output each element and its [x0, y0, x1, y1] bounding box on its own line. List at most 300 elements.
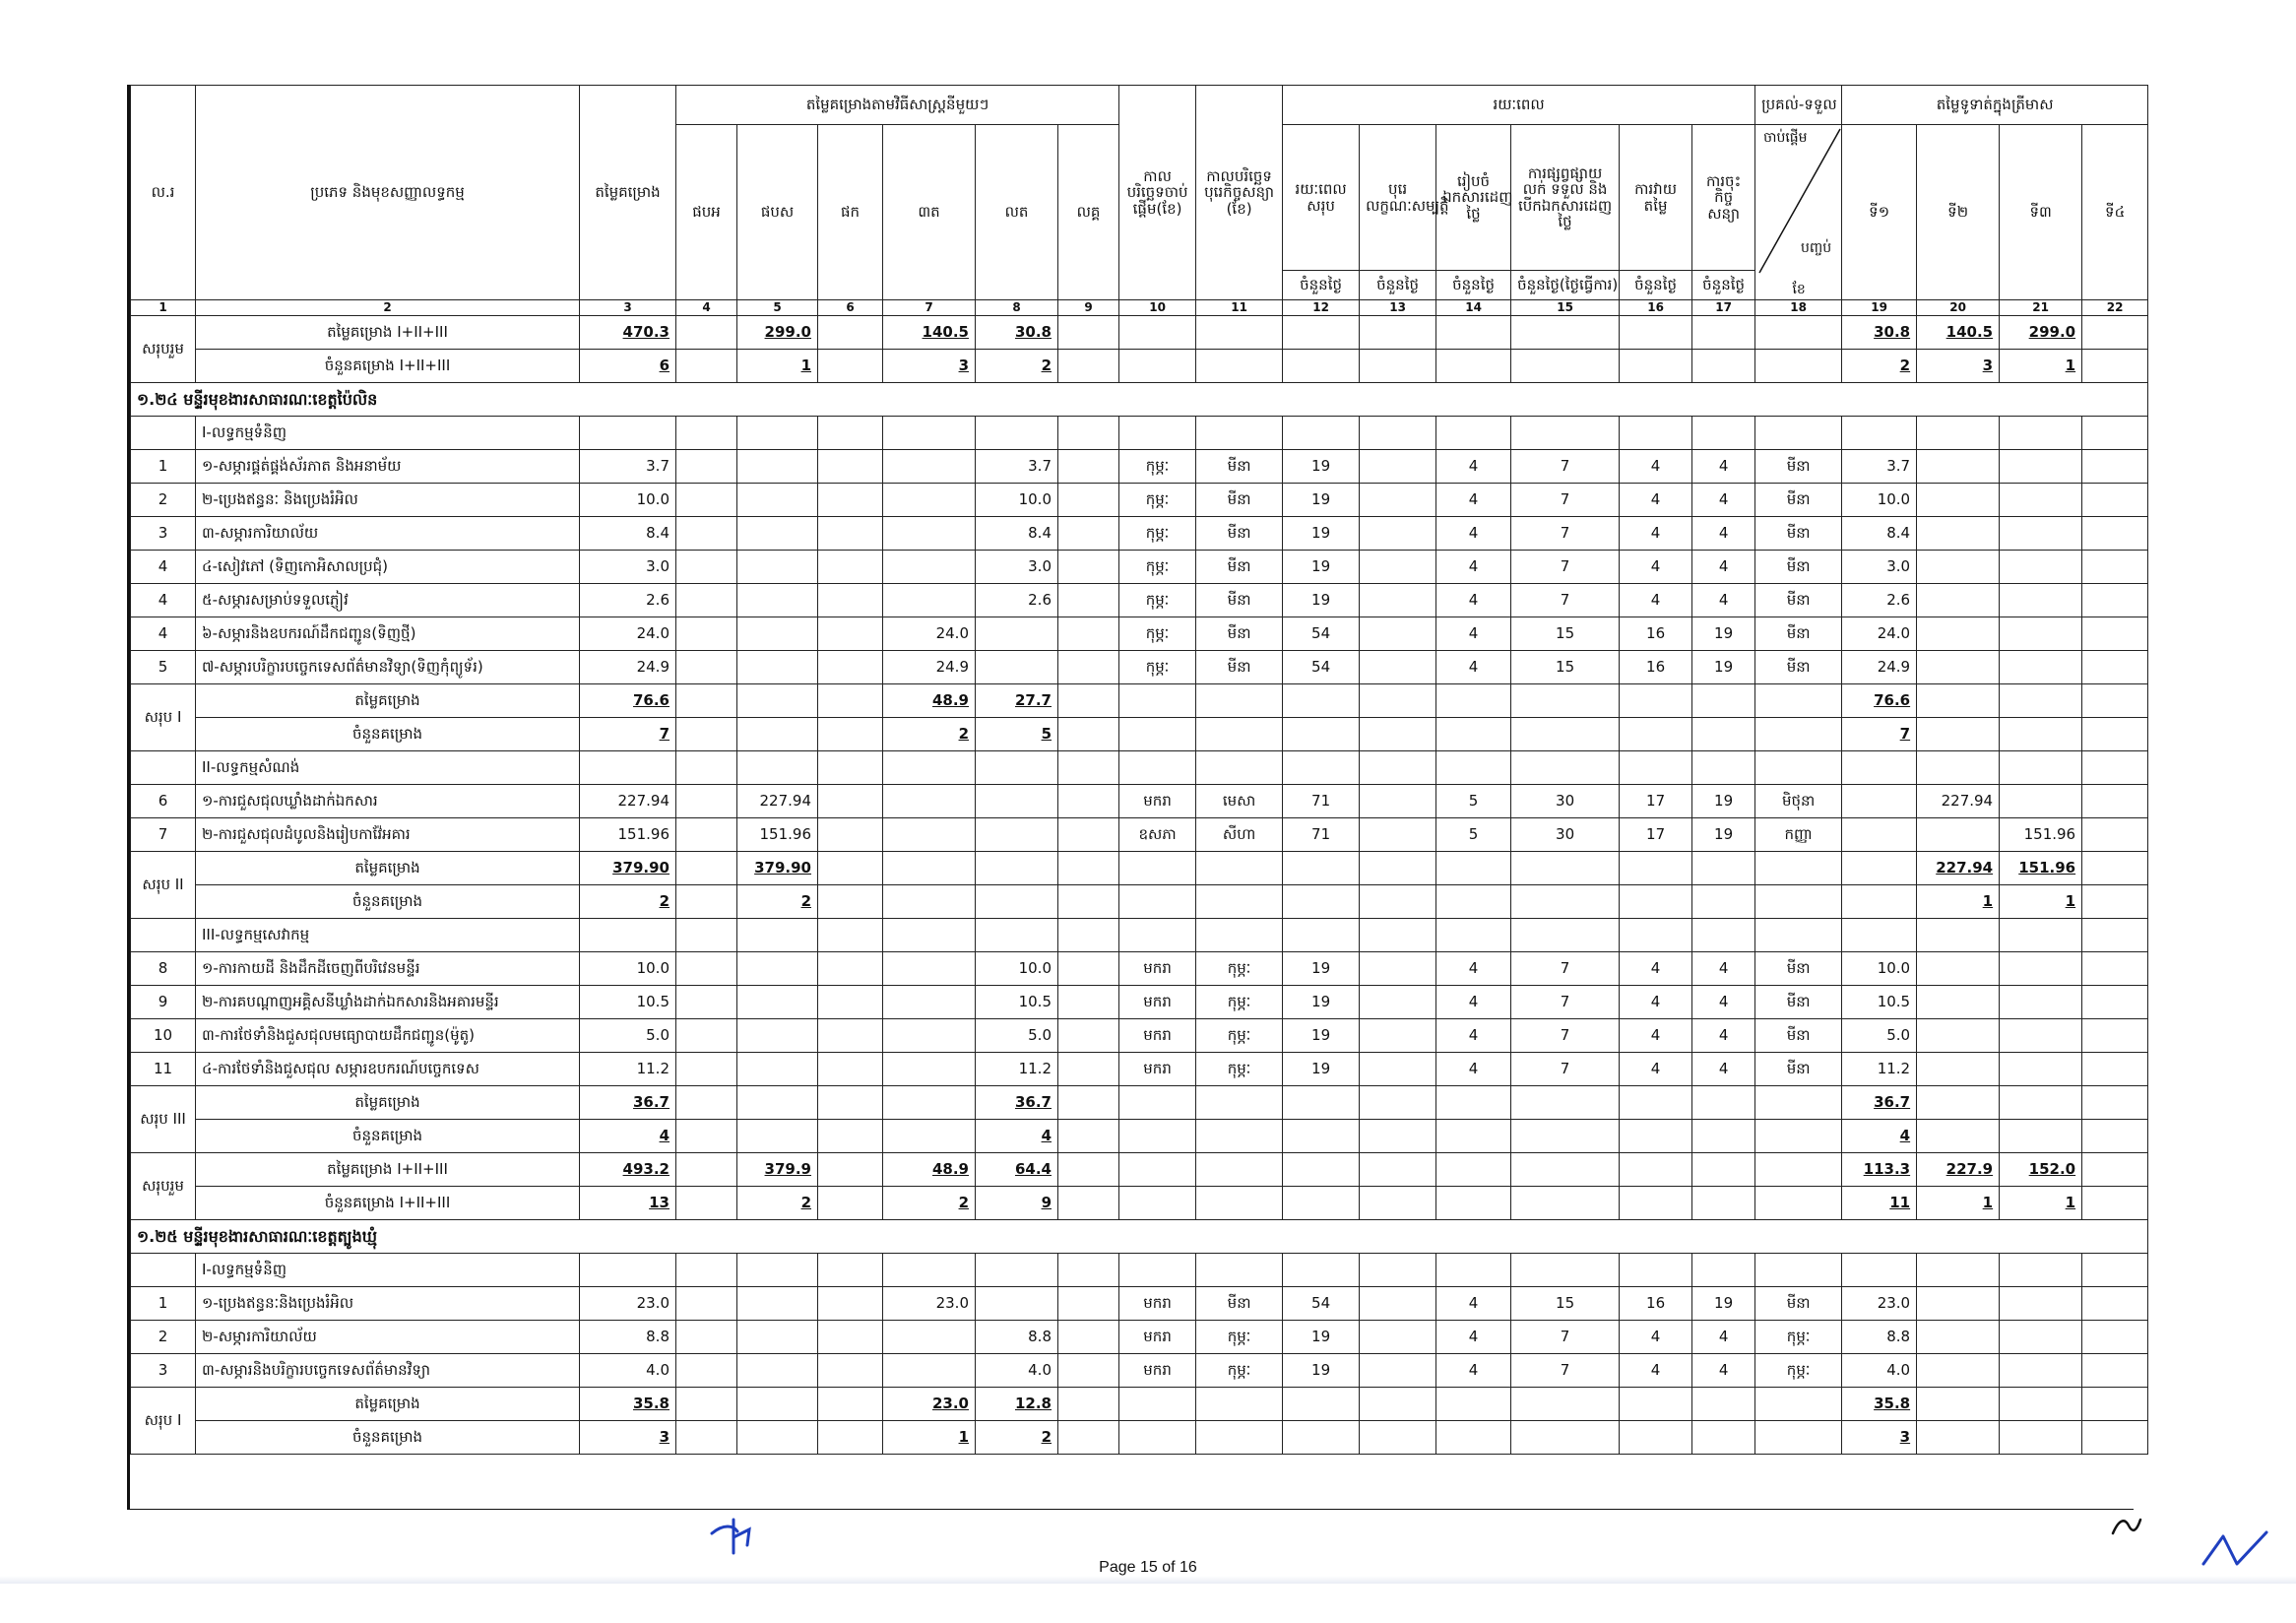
value-d2 — [1360, 785, 1436, 818]
group-title: I-លទ្ធកម្មទំនិញ — [196, 1254, 580, 1287]
subtotal-count-cell — [1620, 1421, 1692, 1455]
value-d6: 4 — [1692, 450, 1755, 484]
subtotal-count-cell: 3 — [1917, 350, 2000, 383]
group-title-row — [131, 751, 2148, 785]
empty-cell — [1360, 919, 1436, 952]
subtotal-count-cell — [1119, 1421, 1196, 1455]
value-d5: 4 — [1620, 450, 1692, 484]
empty-cell — [676, 417, 737, 450]
subtotal-count-cell: 4 — [1842, 1120, 1917, 1153]
value-end: មីនា — [1196, 551, 1283, 584]
value-d3: 4 — [1436, 584, 1511, 617]
value-d4: 30 — [1511, 785, 1620, 818]
value-d6: 4 — [1692, 484, 1755, 517]
empty-cell — [1755, 1254, 1842, 1287]
subtotal-m3 — [818, 1388, 883, 1421]
header-duration: បុរេលក្ខណៈសម្បត្តិ — [1360, 125, 1436, 271]
subtotal-count-cell — [818, 1421, 883, 1455]
subtotal-count-cell — [1360, 1421, 1436, 1455]
subtotal-start — [1119, 852, 1196, 885]
empty-cell — [818, 751, 883, 785]
empty-cell — [1917, 1254, 2000, 1287]
value-d1: 19 — [1283, 517, 1360, 551]
value-d4: 7 — [1511, 484, 1620, 517]
value-q1: 5.0 — [1842, 1019, 1917, 1053]
empty-cell — [2000, 417, 2082, 450]
subtotal-cost-row — [131, 684, 2148, 718]
subtotal-count-cell — [1436, 350, 1511, 383]
empty-cell — [1119, 751, 1196, 785]
subtotal-d6 — [1692, 1153, 1755, 1187]
empty-cell — [1360, 417, 1436, 450]
value-q3 — [2000, 617, 2082, 651]
subtotal-count-cell: 4 — [976, 1120, 1058, 1153]
value-m5 — [976, 818, 1058, 852]
value-d2 — [1360, 517, 1436, 551]
value-q3 — [2000, 651, 2082, 684]
row-number: 10 — [131, 1019, 196, 1053]
value-hand: កុម្ភៈ — [1755, 1354, 1842, 1388]
value-m4 — [883, 1321, 976, 1354]
value-q4 — [2082, 818, 2148, 852]
value-m1 — [676, 986, 737, 1019]
header-quarter: ទី១ — [1842, 125, 1917, 300]
empty-cell — [1842, 919, 1917, 952]
empty-cell — [1058, 919, 1119, 952]
empty-cell — [1360, 751, 1436, 785]
subtotal-count-cell — [1692, 350, 1755, 383]
subtotal-count-cell — [818, 1120, 883, 1153]
subtotal-d6 — [1692, 852, 1755, 885]
subtotal-count-cell — [1360, 1120, 1436, 1153]
subtotal-count-cell: 2 — [976, 1421, 1058, 1455]
subtotal-start — [1119, 316, 1196, 350]
value-hand: កុម្ភៈ — [1755, 1321, 1842, 1354]
value-d5: 16 — [1620, 1287, 1692, 1321]
subtotal-end — [1196, 1388, 1283, 1421]
subtotal-count-cell: 2 — [883, 718, 976, 751]
value-m2: 227.94 — [737, 785, 818, 818]
subtotal-count-cell: 13 — [580, 1187, 676, 1220]
empty-cell — [1620, 919, 1692, 952]
subtotal-d1 — [1283, 852, 1360, 885]
row-number: 5 — [131, 651, 196, 684]
subtotal-count-cell: 2 — [580, 885, 676, 919]
subtotal-q1 — [1842, 852, 1917, 885]
item-name: ៤-សៀវភៅ (ទិញកោអិសាលប្រជុំ) — [196, 551, 580, 584]
subtotal-d2 — [1360, 316, 1436, 350]
empty-cell — [1620, 751, 1692, 785]
value-hand: មីនា — [1755, 1287, 1842, 1321]
subtotal-count-cell — [1196, 885, 1283, 919]
value-d6: 4 — [1692, 1354, 1755, 1388]
value-end: កុម្ភៈ — [1196, 1354, 1283, 1388]
value-d6: 19 — [1692, 818, 1755, 852]
header-cost: តម្លៃគម្រោង — [580, 86, 676, 300]
value-m2 — [737, 1019, 818, 1053]
value-q2 — [1917, 952, 2000, 986]
subtotal-count-cell — [1360, 718, 1436, 751]
subtotal-d4 — [1511, 316, 1620, 350]
value-cost: 3.0 — [580, 551, 676, 584]
subtotal-count-cell — [1436, 1120, 1511, 1153]
column-number: 2 — [196, 300, 580, 316]
subtotal-count-label: ចំនួនគម្រោង I+II+III — [196, 350, 580, 383]
subtotal-m5: 36.7 — [976, 1086, 1058, 1120]
value-d1: 54 — [1283, 617, 1360, 651]
value-m3 — [818, 651, 883, 684]
item-name: ២-ការជួសជុលដំបូលនិងរៀបកាវ៉ែអគារ — [196, 818, 580, 852]
subtotal-label: សរុប III — [131, 1086, 196, 1153]
empty-cell — [676, 919, 737, 952]
header-handover-end: បញ្ចប់ — [1801, 240, 1832, 256]
value-q3 — [2000, 1321, 2082, 1354]
row-number: 3 — [131, 1354, 196, 1388]
subtotal-count-cell — [1620, 1120, 1692, 1153]
table-row — [131, 450, 2148, 484]
subtotal-count-row — [131, 350, 2148, 383]
subtotal-d5 — [1620, 852, 1692, 885]
subtotal-d4 — [1511, 684, 1620, 718]
value-m2: 151.96 — [737, 818, 818, 852]
subtotal-count-cell — [2000, 718, 2082, 751]
value-m3 — [818, 617, 883, 651]
value-q4 — [2082, 1321, 2148, 1354]
empty-cell — [1620, 1254, 1692, 1287]
table-row — [131, 986, 2148, 1019]
subtotal-count-cell: 2 — [737, 1187, 818, 1220]
table-row — [131, 1354, 2148, 1388]
value-m4 — [883, 450, 976, 484]
subtotal-m4 — [883, 1086, 976, 1120]
subtotal-hand — [1755, 684, 1842, 718]
subtotal-m3 — [818, 1086, 883, 1120]
empty-cell — [1755, 751, 1842, 785]
value-m6 — [1058, 952, 1119, 986]
table-body — [131, 316, 2148, 1455]
value-d1: 19 — [1283, 986, 1360, 1019]
header-duration-unit: ចំនួនថ្ងៃ — [1436, 271, 1511, 300]
value-end: មីនា — [1196, 450, 1283, 484]
value-m3 — [818, 517, 883, 551]
row-number: 2 — [131, 1321, 196, 1354]
value-d6: 4 — [1692, 1321, 1755, 1354]
header-start-month: កាលបរិច្ឆេទចាប់ផ្តើម(ខែ) — [1119, 86, 1196, 300]
value-m4: 23.0 — [883, 1287, 976, 1321]
subtotal-d5 — [1620, 1086, 1692, 1120]
value-m6 — [1058, 1019, 1119, 1053]
table-row — [131, 818, 2148, 852]
value-d1: 19 — [1283, 1053, 1360, 1086]
item-name: ១-ប្រេងឥន្ធនៈនិងប្រេងរំអិល — [196, 1287, 580, 1321]
value-hand: កញ្ញា — [1755, 818, 1842, 852]
value-q1 — [1842, 818, 1917, 852]
value-q4 — [2082, 651, 2148, 684]
subtotal-count-cell — [1196, 1120, 1283, 1153]
value-q3 — [2000, 1053, 2082, 1086]
value-d1: 54 — [1283, 1287, 1360, 1321]
row-number: 4 — [131, 584, 196, 617]
subtotal-count-cell — [1283, 1421, 1360, 1455]
empty-cell — [1119, 1254, 1196, 1287]
subtotal-count-cell — [1755, 350, 1842, 383]
subtotal-count-label: ចំនួនគម្រោង — [196, 718, 580, 751]
value-m4 — [883, 1354, 976, 1388]
value-m1 — [676, 1287, 737, 1321]
subtotal-cost-row — [131, 1086, 2148, 1120]
value-start: មករា — [1119, 1287, 1196, 1321]
subtotal-count-cell: 2 — [976, 350, 1058, 383]
group-title: I-លទ្ធកម្មទំនិញ — [196, 417, 580, 450]
subtotal-m5: 64.4 — [976, 1153, 1058, 1187]
header-duration-unit: ចំនួនថ្ងៃ — [1283, 271, 1360, 300]
row-number: 3 — [131, 517, 196, 551]
subtotal-m5: 27.7 — [976, 684, 1058, 718]
value-d2 — [1360, 651, 1436, 684]
value-q1: 8.8 — [1842, 1321, 1917, 1354]
value-m5: 11.2 — [976, 1053, 1058, 1086]
subtotal-count-cell: 5 — [976, 718, 1058, 751]
empty-cell — [1119, 919, 1196, 952]
subtotal-q3: 299.0 — [2000, 316, 2082, 350]
value-start: មករា — [1119, 1019, 1196, 1053]
value-q4 — [2082, 1287, 2148, 1321]
subtotal-q2: 140.5 — [1917, 316, 2000, 350]
subtotal-m1 — [676, 684, 737, 718]
handwritten-initial-mark-icon — [704, 1512, 773, 1561]
item-name: ១-សម្ភារផ្គត់ផ្គង់ស័រភាត និងអនាម័យ — [196, 450, 580, 484]
subtotal-count-cell — [1196, 350, 1283, 383]
section-title: ១.២៥ មន្ទីរមុខងារសាធារណៈខេត្តត្បូងឃ្មុំ — [131, 1220, 2148, 1254]
subtotal-count-cell: 1 — [2000, 1187, 2082, 1220]
value-m3 — [818, 551, 883, 584]
subtotal-d6 — [1692, 1086, 1755, 1120]
subtotal-count-row — [131, 1421, 2148, 1455]
subtotal-q3 — [2000, 1086, 2082, 1120]
subtotal-q2: 227.9 — [1917, 1153, 2000, 1187]
value-m6 — [1058, 617, 1119, 651]
value-q1: 24.0 — [1842, 617, 1917, 651]
value-q1: 3.7 — [1842, 450, 1917, 484]
value-q3 — [2000, 484, 2082, 517]
header-duration: ការចុះកិច្ចសន្យា — [1692, 125, 1755, 271]
subtotal-m1 — [676, 852, 737, 885]
empty-cell — [1283, 417, 1360, 450]
value-d4: 7 — [1511, 584, 1620, 617]
subtotal-hand — [1755, 1153, 1842, 1187]
subtotal-q3: 152.0 — [2000, 1153, 2082, 1187]
value-start: កុម្ភៈ — [1119, 450, 1196, 484]
value-d3: 4 — [1436, 551, 1511, 584]
value-d2 — [1360, 484, 1436, 517]
value-m3 — [818, 952, 883, 986]
empty-cell — [580, 417, 676, 450]
value-cost: 151.96 — [580, 818, 676, 852]
value-end: មីនា — [1196, 1287, 1283, 1321]
row-number: 4 — [131, 551, 196, 584]
subtotal-m5: 12.8 — [976, 1388, 1058, 1421]
subtotal-count-cell — [1692, 885, 1755, 919]
value-start: មករា — [1119, 986, 1196, 1019]
value-hand: មីនា — [1755, 1053, 1842, 1086]
scan-guide-line — [0, 1576, 2296, 1584]
subtotal-count-cell: 2 — [737, 885, 818, 919]
empty-cell — [1283, 1254, 1360, 1287]
header-duration: រយៈពេលសរុប — [1283, 125, 1360, 271]
subtotal-count-cell — [1511, 1187, 1620, 1220]
value-d5: 16 — [1620, 617, 1692, 651]
value-m5 — [976, 785, 1058, 818]
subtotal-count-cell — [1119, 350, 1196, 383]
value-q3 — [2000, 584, 2082, 617]
value-d2 — [1360, 450, 1436, 484]
value-m2 — [737, 617, 818, 651]
value-m6 — [1058, 584, 1119, 617]
subtotal-count-cell — [737, 1421, 818, 1455]
column-number: 13 — [1360, 300, 1436, 316]
subtotal-m6 — [1058, 1086, 1119, 1120]
value-cost: 8.4 — [580, 517, 676, 551]
empty-cell — [1917, 417, 2000, 450]
subtotal-end — [1196, 852, 1283, 885]
value-end: កុម្ភៈ — [1196, 1019, 1283, 1053]
value-d4: 7 — [1511, 450, 1620, 484]
value-q1: 2.6 — [1842, 584, 1917, 617]
value-m5 — [976, 651, 1058, 684]
value-d1: 19 — [1283, 484, 1360, 517]
value-d1: 71 — [1283, 785, 1360, 818]
value-q3: 151.96 — [2000, 818, 2082, 852]
subtotal-count-row — [131, 885, 2148, 919]
value-q1: 11.2 — [1842, 1053, 1917, 1086]
subtotal-d2 — [1360, 1086, 1436, 1120]
subtotal-count-cell: 1 — [2000, 885, 2082, 919]
value-start: កុម្ភៈ — [1119, 651, 1196, 684]
subtotal-count-cell — [2082, 1421, 2148, 1455]
value-start: មករា — [1119, 1053, 1196, 1086]
subtotal-cost-label: តម្លៃគម្រោង — [196, 684, 580, 718]
item-name: ១-ការជួសជុលឃ្លាំងដាក់ឯកសារ — [196, 785, 580, 818]
value-hand: មីនា — [1755, 651, 1842, 684]
group-title-row — [131, 919, 2148, 952]
subtotal-m3 — [818, 1153, 883, 1187]
subtotal-d2 — [1360, 1388, 1436, 1421]
value-m6 — [1058, 651, 1119, 684]
subtotal-count-cell — [1058, 718, 1119, 751]
value-cost: 24.9 — [580, 651, 676, 684]
header-handover-diagonal — [1755, 125, 1842, 300]
value-cost: 11.2 — [580, 1053, 676, 1086]
value-m1 — [676, 1019, 737, 1053]
empty-cell — [1058, 751, 1119, 785]
value-cost: 24.0 — [580, 617, 676, 651]
subtotal-count-cell — [1842, 885, 1917, 919]
subtotal-q3: 151.96 — [2000, 852, 2082, 885]
row-number: 6 — [131, 785, 196, 818]
value-d3: 4 — [1436, 450, 1511, 484]
value-m3 — [818, 1321, 883, 1354]
value-cost: 23.0 — [580, 1287, 676, 1321]
subtotal-count-cell — [883, 885, 976, 919]
value-m5: 2.6 — [976, 584, 1058, 617]
section-title-row — [131, 383, 2148, 417]
subtotal-count-cell — [1917, 1421, 2000, 1455]
value-d4: 15 — [1511, 651, 1620, 684]
subtotal-q4 — [2082, 316, 2148, 350]
empty-cell — [976, 417, 1058, 450]
subtotal-count-cell — [1755, 718, 1842, 751]
subtotal-count-cell — [1058, 350, 1119, 383]
value-cost: 10.5 — [580, 986, 676, 1019]
table-row — [131, 1053, 2148, 1086]
handwritten-signature-mark-icon — [2198, 1525, 2276, 1574]
value-d6: 4 — [1692, 986, 1755, 1019]
column-number: 17 — [1692, 300, 1755, 316]
value-d3: 5 — [1436, 818, 1511, 852]
value-d4: 15 — [1511, 1287, 1620, 1321]
subtotal-m6 — [1058, 684, 1119, 718]
subtotal-count-cell — [1058, 885, 1119, 919]
subtotal-count-cell — [1755, 885, 1842, 919]
value-m5 — [976, 617, 1058, 651]
subtotal-q1: 30.8 — [1842, 316, 1917, 350]
item-name: ៦-សម្ភារនិងឧបករណ៍ដឹកជញ្ជូន(ទិញថ្មី) — [196, 617, 580, 651]
value-d3: 4 — [1436, 986, 1511, 1019]
value-d2 — [1360, 1287, 1436, 1321]
column-number: 21 — [2000, 300, 2082, 316]
subtotal-count-cell — [1196, 1421, 1283, 1455]
subtotal-count-cell — [976, 885, 1058, 919]
subtotal-cost: 76.6 — [580, 684, 676, 718]
subtotal-label: សរុប I — [131, 1388, 196, 1455]
value-m5: 10.0 — [976, 952, 1058, 986]
empty-cell — [2000, 751, 2082, 785]
value-q3 — [2000, 952, 2082, 986]
empty-cell — [1692, 417, 1755, 450]
empty-cell — [1436, 919, 1511, 952]
value-m2 — [737, 450, 818, 484]
subtotal-d4 — [1511, 852, 1620, 885]
value-hand: មីនា — [1755, 617, 1842, 651]
table-row — [131, 1287, 2148, 1321]
subtotal-q2 — [1917, 684, 2000, 718]
subtotal-count-cell — [676, 1187, 737, 1220]
value-m1 — [676, 1053, 737, 1086]
empty-cell — [1196, 751, 1283, 785]
subtotal-cost: 470.3 — [580, 316, 676, 350]
subtotal-m6 — [1058, 852, 1119, 885]
empty-cell — [737, 919, 818, 952]
value-m5: 3.7 — [976, 450, 1058, 484]
header-quarter: ទី៤ — [2082, 125, 2148, 300]
subtotal-cost-row — [131, 316, 2148, 350]
subtotal-d2 — [1360, 1153, 1436, 1187]
row-number: 9 — [131, 986, 196, 1019]
value-d5: 4 — [1620, 517, 1692, 551]
header-duration-unit: ចំនួនថ្ងៃ — [1360, 271, 1436, 300]
item-name: ៤-ការថែទាំនិងជួសជុល សម្ភារឧបករណ៍បច្ចេកទេស — [196, 1053, 580, 1086]
empty-cell — [1511, 417, 1620, 450]
subtotal-end — [1196, 316, 1283, 350]
header-handover-start: ចាប់ផ្តើម — [1763, 130, 1808, 146]
value-m1 — [676, 651, 737, 684]
value-start: កុម្ភៈ — [1119, 517, 1196, 551]
value-q4 — [2082, 617, 2148, 651]
empty-cell — [2082, 751, 2148, 785]
subtotal-m2 — [737, 1388, 818, 1421]
column-number: 14 — [1436, 300, 1511, 316]
empty-cell — [1283, 919, 1360, 952]
